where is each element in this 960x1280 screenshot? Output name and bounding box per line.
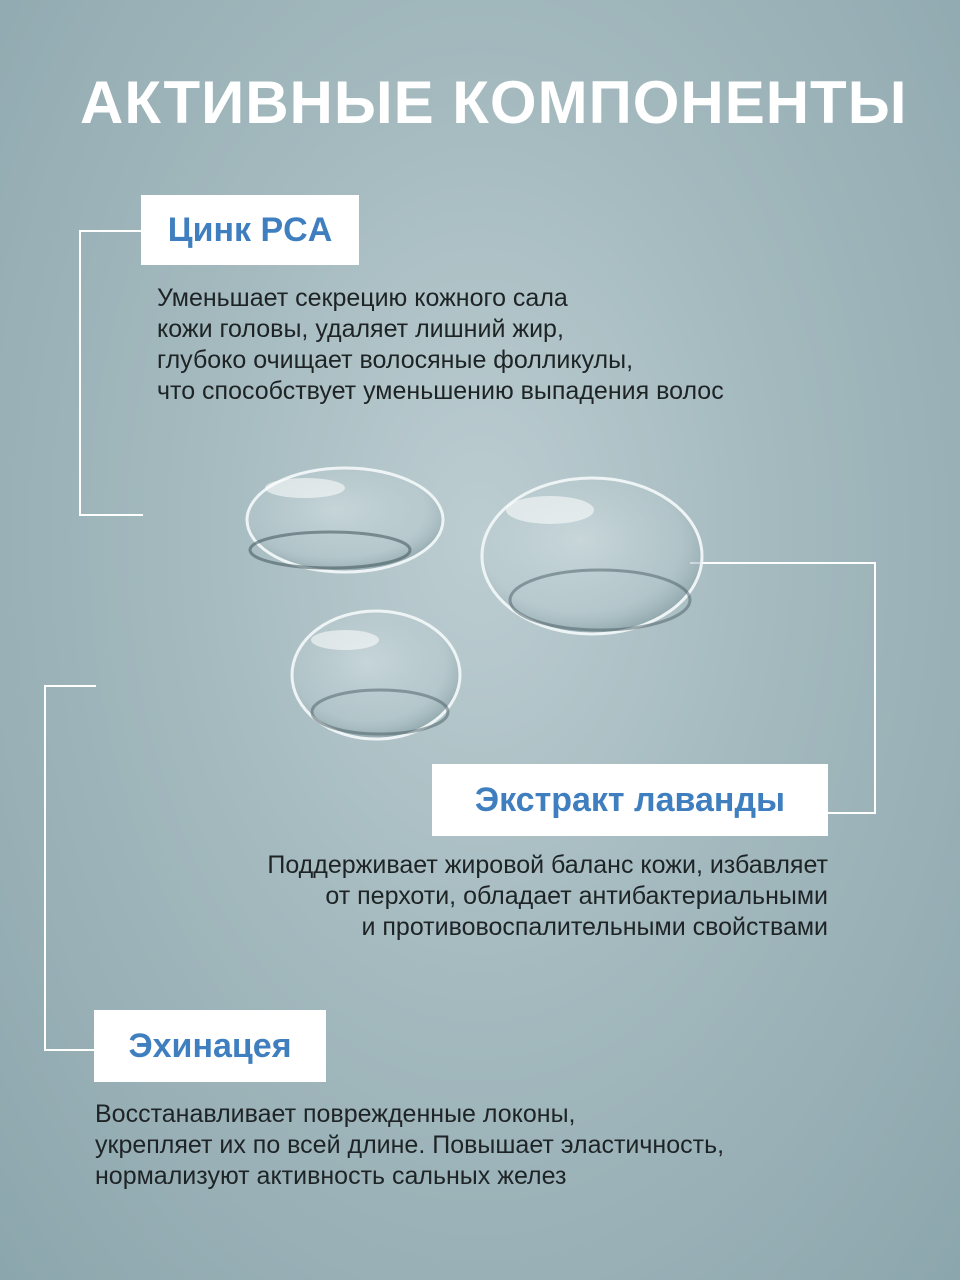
description-line: глубоко очищает волосяные фолликулы, — [157, 346, 634, 374]
page-title: АКТИВНЫЕ КОМПОНЕНТЫ — [80, 69, 908, 136]
description-line: Восстанавливает поврежденные локоны, — [95, 1100, 576, 1128]
description-line: Поддерживает жировой баланс кожи, избавляет — [267, 851, 828, 879]
description-line: и противовоспалительными свойствами — [361, 913, 828, 941]
droplet-right — [482, 478, 702, 634]
description-line: нормализуют активность сальных желез — [95, 1162, 567, 1190]
component-description-zinc-pca — [157, 283, 877, 407]
description-line: что способствует уменьшению выпадения волос — [157, 377, 724, 405]
component-description-lavender-extract — [100, 850, 828, 943]
component-label-lavender-extract: Экстракт лаванды — [432, 764, 828, 836]
component-description-echinacea — [95, 1099, 885, 1192]
droplet-top-left — [247, 468, 443, 572]
component-label-echinacea: Эхинацея — [94, 1010, 326, 1082]
component-label-zinc-pca: Цинк PCA — [141, 195, 359, 265]
droplet-bottom — [292, 611, 460, 739]
description-line: кожи головы, удаляет лишний жир, — [157, 315, 564, 343]
description-line: от перхоти, обладает антибактериальными — [325, 882, 828, 910]
description-line: укрепляет их по всей длине. Повышает эластичность, — [95, 1131, 725, 1159]
description-line: Уменьшает секрецию кожного сала — [157, 284, 568, 312]
